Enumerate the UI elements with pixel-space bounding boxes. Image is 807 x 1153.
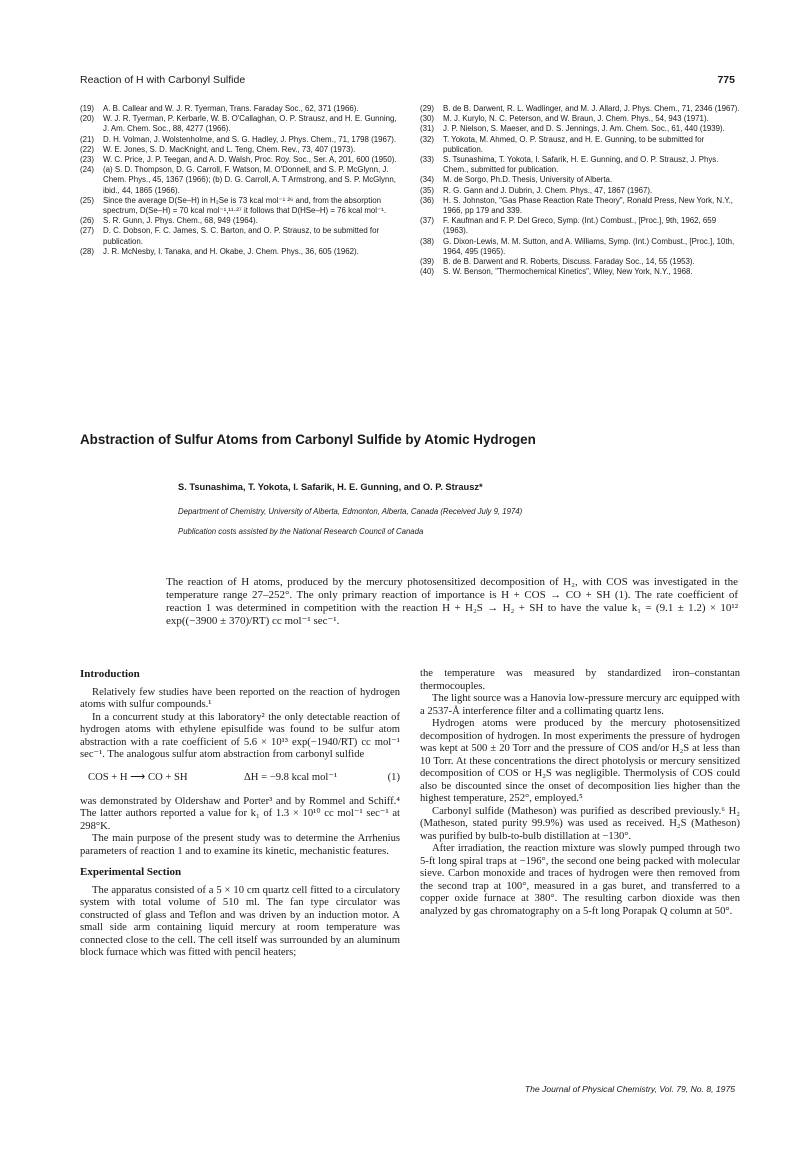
reference-item: [420, 237, 740, 257]
reference-number: (37): [420, 216, 435, 226]
reference-item: [420, 216, 740, 236]
reference-text: Since the average D(Se–H) in H₂Se is 73 kcal mol⁻¹ ²⁶ and, from the absorption spectrum, D(Se–H) = 70 kcal mol⁻¹,¹¹·²⁷ it follows that D(HSe–H) = 76 kcal mol⁻¹.: [103, 195, 387, 216]
body-paragraph: The apparatus consisted of a 5 × 10 cm quartz cell fitted to a circulatory system with total volume of 510 ml. The fan type circulator was constructed of glass and Teflon and was driven by an induction motor. A small side arm containing liquid mercury at room temperature was connected close to the cell. The cell itself was surrounded by an aluminum block furnace which was fitted with pencil heaters;: [80, 884, 400, 958]
page-number: 775: [717, 74, 735, 86]
reference-text: W. C. Price, J. P. Teegan, and A. D. Walsh, Proc. Roy. Soc., Ser. A, 201, 600 (1950).: [103, 155, 397, 165]
reference-number: (20): [80, 114, 95, 124]
reference-text: (a) S. D. Thompson, D. G. Carroll, F. Watson, M. O'Donnell, and S. P. McGlynn, J. Chem. Phys., 45, 1367 (1966); (b) D. G. Carroll, A. T Armstrong, and S. P. McGlynn, ibid., 44, 1865 (1966).: [103, 165, 396, 195]
reference-item: [80, 145, 400, 155]
reference-item: [80, 165, 400, 196]
reference-item: [420, 175, 740, 185]
reference-number: (39): [420, 257, 435, 267]
abstract: The reaction of H atoms, produced by the mercury photosensitized decomposition of H₂, with COS was investigated in the temperature range 27–252°. The only primary reaction of importance is H + COS → CO + SH (1). The rate coefficient of reaction 1 was determined in competition with the reaction H + H₂S → H₂ + SH to have the value k₁ = (9.1 ± 1.2) × 10¹² exp((−3900 ± 370)/RT) cc mol⁻¹ sec⁻¹.: [166, 576, 738, 627]
reference-text: D. H. Volman, J. Wolstenholme, and S. G. Hadley, J. Phys. Chem., 71, 1798 (1967).: [103, 134, 397, 144]
reference-item: [80, 135, 400, 145]
reference-number: (30): [420, 114, 435, 124]
reference-text: F. Kaufman and F. P. Del Greco, Symp. (Int.) Combust., [Proc.], 9th, 1962, 659 (1963).: [443, 216, 717, 236]
reference-item: [420, 155, 740, 175]
body-paragraph: was demonstrated by Oldershaw and Porter³ and by Rommel and Schiff.⁴ The latter authors reported a value for k₁ of 1.3 × 10¹⁰ cc mol⁻¹ sec⁻¹ at 298°K.: [80, 795, 400, 832]
reference-number: (34): [420, 175, 435, 185]
reference-text: J. R. McNesby, I. Tanaka, and H. Okabe, J. Chem. Phys., 36, 605 (1962).: [103, 246, 359, 256]
reference-number: (40): [420, 267, 435, 277]
reference-number: (21): [80, 134, 95, 144]
reference-text: S. R. Gunn, J. Phys. Chem., 68, 949 (1964).: [103, 216, 258, 226]
reference-number: (27): [80, 226, 95, 236]
reference-number: (33): [420, 155, 435, 165]
reference-number: (32): [420, 134, 435, 144]
body-paragraph: the temperature was measured by standardized iron–constantan thermocouples.: [420, 668, 740, 692]
reference-text: S. Tsunashima, T. Yokota, I. Safarik, H. E. Gunning, and O. P. Strausz, J. Phys. Chem., submitted for publication.: [443, 155, 719, 175]
reference-text: T. Yokota, M. Ahmed, O. P. Strausz, and H. E. Gunning, to be submitted for publication.: [443, 134, 705, 154]
reference-text: S. W. Benson, "Thermochemical Kinetics", Wiley, New York, N.Y., 1968.: [443, 267, 693, 277]
reference-item: [80, 216, 400, 226]
reference-text: M. de Sorgo, Ph.D. Thesis, University of Alberta.: [443, 175, 613, 185]
references-right-column: [420, 104, 740, 277]
reference-item: [80, 226, 400, 246]
reference-number: (19): [80, 104, 95, 113]
equation-reaction: COS + H ⟶ CO + SH: [88, 771, 188, 783]
reference-text: M. J. Kurylo, N. C. Peterson, and W. Braun, J. Chem. Phys., 54, 943 (1971).: [443, 114, 709, 124]
reference-number: (36): [420, 195, 435, 205]
body-paragraph: After irradiation, the reaction mixture was slowly pumped through two 5-ft long spiral traps at −196°, the second one being packed with molecular sieve. Carbon monoxide and traces of hydrogen were then removed from the second trap at 100°, measured in a gas buret, and transferred to a copper oxide furnace at 380°. The resulting carbon dioxide was then analyzed by gas chromatography on a 5-ft long Porapak Q column at 50°.: [420, 843, 740, 917]
reference-number: (28): [80, 246, 95, 256]
reference-item: [80, 247, 400, 257]
equation-enthalpy: ΔH = −9.8 kcal mol⁻¹: [244, 771, 338, 783]
funding-note: Publication costs assisted by the National Research Council of Canada: [178, 527, 424, 536]
author-affiliation: Department of Chemistry, University of Alberta, Edmonton, Alberta, Canada (Received July 9, 1974): [178, 507, 523, 516]
article-title: Abstraction of Sulfur Atoms from Carbonyl Sulfide by Atomic Hydrogen: [80, 432, 536, 447]
reference-number: (26): [80, 216, 95, 226]
reference-text: J. P. Nielson, S. Maeser, and D. S. Jennings, J. Am. Chem. Soc., 61, 440 (1939).: [443, 124, 725, 134]
reference-text: B. de B. Darwent, R. L. Wadlinger, and M. J. Allard, J. Phys. Chem., 71, 2346 (1967).: [443, 104, 740, 113]
body-paragraph: The main purpose of the present study was to determine the Arrhenius parameters of reaction 1 and to examine its kinetic, mechanistic features.: [80, 833, 400, 857]
reference-number: (31): [420, 124, 435, 134]
reference-item: [420, 124, 740, 134]
reference-item: [420, 135, 740, 155]
reference-number: (25): [80, 195, 95, 205]
body-paragraph: The light source was a Hanovia low-pressure mercury arc equipped with a 2537-Å interference filter and a collimating quartz lens.: [420, 693, 740, 717]
reference-text: W. E. Jones, S. D. MacKnight, and L. Teng, Chem. Rev., 73, 407 (1973).: [103, 144, 356, 154]
reference-text: G. Dixon-Lewis, M. M. Sutton, and A. Williams, Symp. (Int.) Combust., [Proc.], 10th, 1964, 495 (1965).: [443, 236, 735, 256]
reference-item: [420, 186, 740, 196]
references-left-column: [80, 104, 400, 257]
reference-number: (22): [80, 144, 95, 154]
body-paragraph: Relatively few studies have been reported on the reaction of hydrogen atoms with sulfur compounds.¹: [80, 686, 400, 710]
reference-item: [80, 104, 400, 114]
reference-number: (35): [420, 185, 435, 195]
body-paragraph: In a concurrent study at this laboratory² the only detectable reaction of hydrogen atoms with ethylene episulfide was found to be sulfur atom abstraction with a rate coefficient of 5.6 × 10¹³ exp(−1940/RT) cc mol⁻¹ sec⁻¹. The analogous sulfur atom abstraction from carbonyl sulfide: [80, 711, 400, 760]
author-list: S. Tsunashima, T. Yokota, I. Safarik, H. E. Gunning, and O. P. Strausz*: [178, 482, 483, 492]
reaction-equation: [80, 772, 400, 786]
body-paragraph: Hydrogen atoms were produced by the mercury photosensitized decomposition of hydrogen. In most experiments the pressure of hydrogen was kept at 500 ± 20 Torr and the pressure of COS and/or H₂S at less than 10 Torr. At these concentrations the direct photolysis or mercury sensitized decomposition of COS or H₂S was negligible. Thermolysis of COS could also be discounted since the onset of decomposition lies higher than the highest temperature, 252°, employed.⁵: [420, 718, 740, 804]
reference-text: H. S. Johnston, "Gas Phase Reaction Rate Theory", Ronald Press, New York, N.Y., 1966, pp 179 and 339.: [443, 195, 733, 216]
running-header: Reaction of H with Carbonyl Sulfide: [80, 74, 246, 86]
reference-item: [80, 196, 400, 216]
reference-text: R. G. Gann and J. Dubrin, J. Chem. Phys., 47, 1867 (1967).: [443, 185, 653, 195]
reference-item: [420, 257, 740, 267]
reference-item: [420, 104, 740, 114]
reference-number: (38): [420, 236, 435, 246]
reference-text: W. J. R. Tyerman, P. Kerbarle, W. B. O'Callaghan, O. P. Strausz, and H. E. Gunning, J. Am. Chem. Soc., 88, 4277 (1966).: [103, 114, 397, 134]
reference-item: [420, 114, 740, 124]
reference-text: B. de B. Darwent and R. Roberts, Discuss. Faraday Soc., 14, 55 (1953).: [443, 257, 695, 267]
section-heading-experimental: Experimental Section: [80, 866, 182, 878]
journal-footer: The Journal of Physical Chemistry, Vol. 79, No. 8, 1975: [524, 1084, 735, 1094]
reference-text: D. C. Dobson, F. C. James, S. C. Barton, and O. P. Strausz, to be submitted for publication.: [103, 226, 380, 246]
reference-item: [80, 155, 400, 165]
reference-number: (24): [80, 165, 95, 175]
body-left-column: [80, 668, 400, 960]
equation-number: (1): [387, 771, 400, 783]
body-right-column: [420, 668, 740, 918]
reference-text: A. B. Callear and W. J. R. Tyerman, Trans. Faraday Soc., 62, 371 (1966).: [103, 104, 359, 113]
reference-number: (23): [80, 155, 95, 165]
reference-item: [420, 267, 740, 277]
reference-item: [80, 114, 400, 134]
section-heading-introduction: Introduction: [80, 668, 140, 680]
reference-number: (29): [420, 104, 435, 113]
reference-item: [420, 196, 740, 216]
body-paragraph: Carbonyl sulfide (Matheson) was purified as described previously.⁶ H₂ (Matheson, stated purity 99.9%) was used as received. H₂S (Matheson) was purified by bulb-to-bulb distillation at −130°.: [420, 805, 740, 842]
